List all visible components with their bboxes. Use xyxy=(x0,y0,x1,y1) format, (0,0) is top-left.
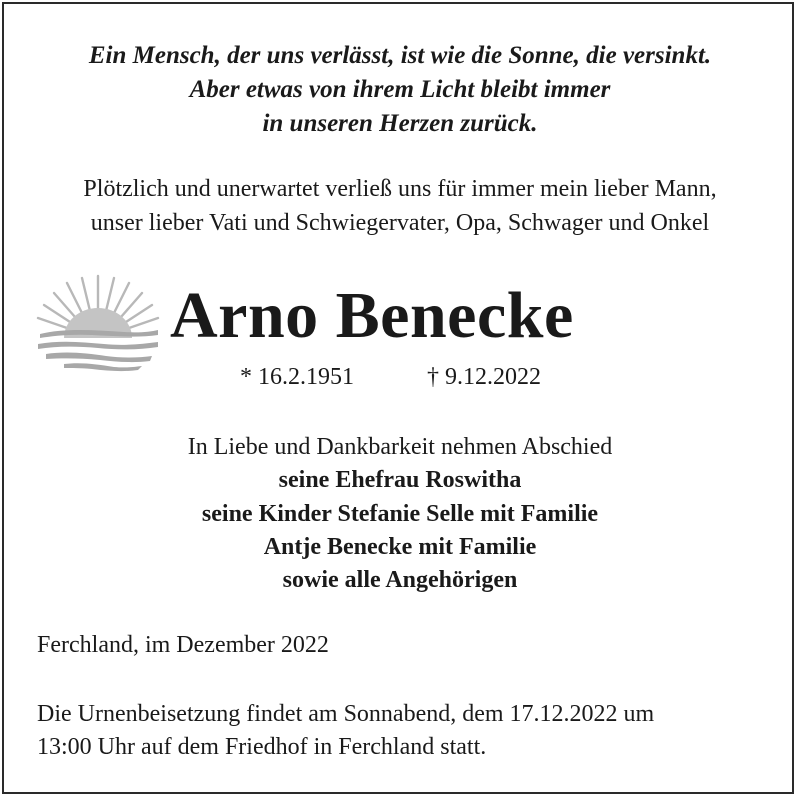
deceased-name: Arno Benecke xyxy=(170,279,574,352)
poem-line-1: Ein Mensch, der uns verlässt, ist wie die Sonne, die versinkt. xyxy=(88,42,712,69)
intro-line-2: unser lieber Vati und Schwiegervater, Opa, Schwager und Onkel xyxy=(90,210,710,236)
burial-line-2: 13:00 Uhr auf dem Friedhof in Ferchland statt. xyxy=(37,734,487,760)
place-date: Ferchland, im Dezember 2022 xyxy=(37,632,329,658)
birth-date: * 16.2.1951 xyxy=(240,364,354,390)
poem-line-2: Aber etwas von ihrem Licht bleibt immer xyxy=(189,76,611,103)
poem-line-3: in unseren Herzen zurück. xyxy=(262,110,538,137)
mourner-line-4: sowie alle Angehörigen xyxy=(282,567,518,593)
mourner-line-1: seine Ehefrau Roswitha xyxy=(278,467,522,493)
setting-sun-icon xyxy=(34,272,162,372)
intro-line-1: Plötzlich und unerwartet verließ uns für immer mein lieber Mann, xyxy=(83,176,717,202)
mourners-intro: In Liebe und Dankbarkeit nehmen Abschied xyxy=(187,434,613,460)
mourner-line-2: seine Kinder Stefanie Selle mit Familie xyxy=(201,501,599,527)
death-date: † 9.12.2022 xyxy=(427,364,541,390)
mourner-line-3: Antje Benecke mit Familie xyxy=(263,534,537,560)
burial-line-1: Die Urnenbeisetzung findet am Sonnabend, dem 17.12.2022 um xyxy=(37,701,655,727)
